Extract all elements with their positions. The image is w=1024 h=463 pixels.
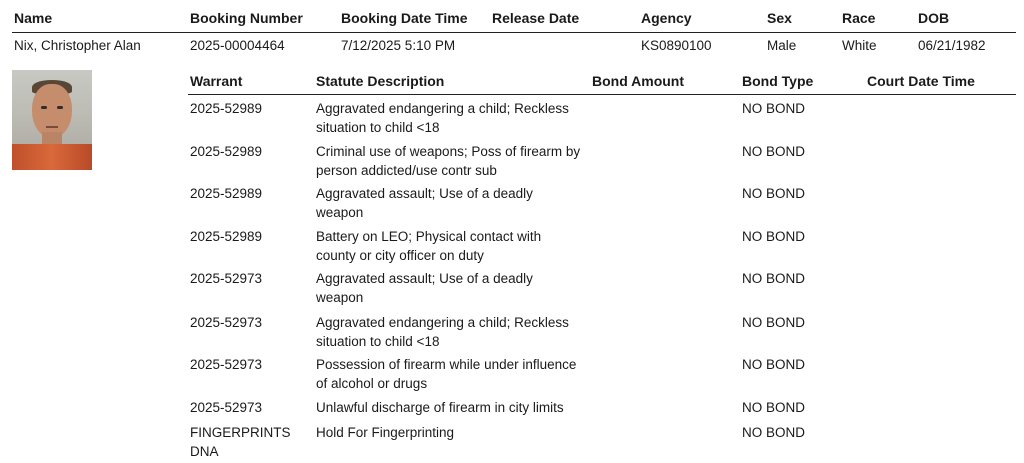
statute-cell: Hold For Fingerprinting <box>316 425 455 440</box>
statute-header: Statute Description <box>316 73 445 89</box>
booking-datetime: 7/12/2025 5:10 PM <box>341 38 456 53</box>
bond-type-cell: NO BOND <box>742 425 806 440</box>
bond-type-header: Bond Type <box>742 73 814 89</box>
bond-amount-header: Bond Amount <box>592 73 685 89</box>
booking-number-header: Booking Number <box>190 10 303 26</box>
booking-number: 2025-00004464 <box>190 38 285 53</box>
bond-type-cell: NO BOND <box>742 101 806 116</box>
bond-type-cell: NO BOND <box>742 144 806 159</box>
charges-divider <box>188 94 1016 95</box>
warrant-cell: 2025-52973 <box>190 271 263 286</box>
warrant-cell: 2025-52989 <box>190 101 263 116</box>
inmate-name: Nix, Christopher Alan <box>14 38 141 53</box>
warrant-cell: 2025-52973 <box>190 357 263 372</box>
statute-cell: Aggravated assault; Use of a deadly weapon <box>316 271 533 305</box>
sex: Male <box>767 38 797 53</box>
warrant-cell: 2025-52989 <box>190 144 263 159</box>
warrant-cell: 2025-52973 <box>190 315 263 330</box>
bond-type-cell: NO BOND <box>742 400 806 415</box>
court-date-header: Court Date Time <box>867 73 975 89</box>
release-date-header: Release Date <box>492 10 580 26</box>
warrant-cell: 2025-52973 <box>190 400 263 415</box>
statute-cell: Possession of firearm while under influence of alcohol or drugs <box>316 357 577 391</box>
statute-cell: Aggravated endangering a child; Reckless situation to child <18 <box>316 101 569 135</box>
bond-type-cell: NO BOND <box>742 357 806 372</box>
dob-header: DOB <box>918 10 950 26</box>
sex-header: Sex <box>767 10 792 26</box>
warrant-cell: FINGERPRINTS DNA <box>190 425 291 459</box>
race: White <box>842 38 877 53</box>
header-divider <box>12 32 1016 33</box>
bond-type-cell: NO BOND <box>742 229 806 244</box>
name-header: Name <box>14 10 53 26</box>
dob: 06/21/1982 <box>918 38 986 53</box>
warrant-header: Warrant <box>190 73 243 89</box>
bond-type-cell: NO BOND <box>742 315 806 330</box>
statute-cell: Aggravated assault; Use of a deadly weapon <box>316 186 533 220</box>
race-header: Race <box>842 10 876 26</box>
warrant-cell: 2025-52989 <box>190 229 263 244</box>
statute-cell: Unlawful discharge of firearm in city limits <box>316 400 564 415</box>
agency: KS0890100 <box>641 38 712 53</box>
bond-type-cell: NO BOND <box>742 271 806 286</box>
mugshot-photo <box>12 70 92 170</box>
booking-datetime-header: Booking Date Time <box>341 10 468 26</box>
warrant-cell: 2025-52989 <box>190 186 263 201</box>
statute-cell: Battery on LEO; Physical contact with county or city officer on duty <box>316 229 542 263</box>
bond-type-cell: NO BOND <box>742 186 806 201</box>
statute-cell: Aggravated endangering a child; Reckless situation to child <18 <box>316 315 569 349</box>
agency-header: Agency <box>641 10 692 26</box>
statute-cell: Criminal use of weapons; Poss of firearm by person addicted/use contr sub <box>316 144 581 178</box>
